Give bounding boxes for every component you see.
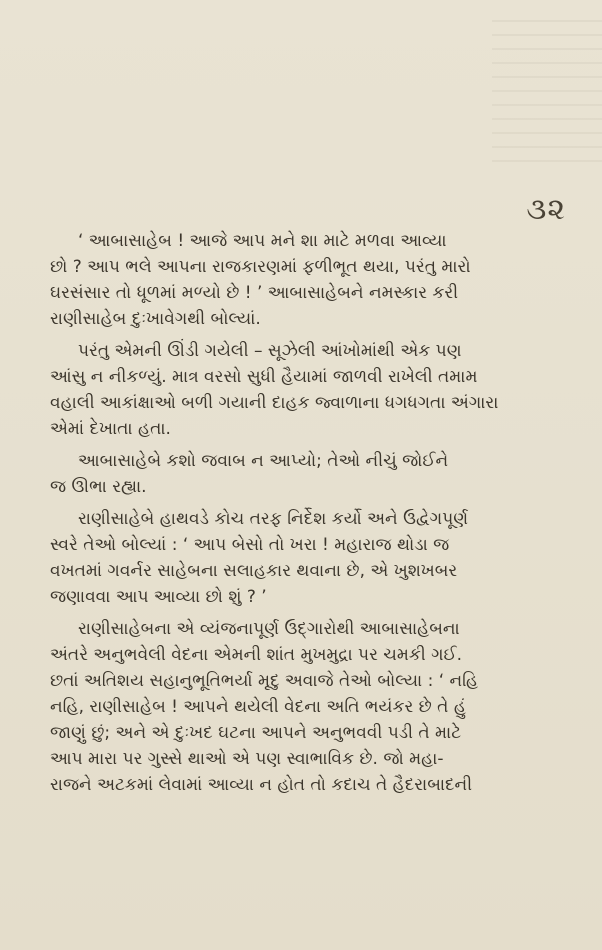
text-line: રાણીસાહેબ દુઃખાવેગથી બોલ્યાં. [50, 309, 261, 329]
text-line: નહિ, રાણીસાહેબ ! આપને થયેલી વેદના અતિ ભયંકર છે તે હું [50, 697, 466, 717]
text-line: આપ મારા પર ગુસ્સે થાઓ એ પણ સ્વાભાવિક છે. જો મહા- [50, 749, 444, 769]
chapter-number: ૩૨ [526, 192, 566, 227]
text-line: જણાવવા આપ આવ્યા છો શું ? ’ [50, 587, 267, 607]
text-line: વખતમાં ગવર્નર સાહેબના સલાહકાર થવાના છે, એ ખુશખબર [50, 561, 458, 581]
paragraph-1 [50, 228, 555, 332]
paragraph-5 [50, 616, 555, 798]
text-line: રાણીસાહેબના એ વ્યંજનાપૂર્ણ ઉદ્ગારોથી આબાસાહેબના [78, 619, 460, 639]
paragraph-2 [50, 338, 555, 442]
text-line: છતાં અતિશય સહાનુભૂતિભર્યા મૃદુ અવાજે તેઓ બોલ્યા : ‘ નહિ [50, 671, 479, 691]
text-line: જાણું છું; અને એ દુઃખદ ઘટના આપને અનુભવવી પડી તે માટે [50, 723, 462, 743]
text-line: આંસુ ન નીકળ્યું. માત્ર વરસો સુધી હૈયામાં જાળવી રાખેલી તમામ [50, 367, 478, 387]
text-line: ‘ આબાસાહેબ ! આજે આપ મને શા માટે મળવા આવ્યા [78, 231, 447, 251]
text-line: આબાસાહેબે કશો જવાબ ન આપ્યો; તેઓ નીચું જોઈને [78, 451, 449, 471]
text-line: છો ? આપ ભલે આપના રાજકારણમાં ફળીભૂત થયા, પરંતુ મારો [50, 257, 471, 277]
text-line: અંતરે અનુભવેલી વેદના એમની શાંત મુખમુદ્રા પર ચમકી ગઈ. [50, 645, 463, 665]
text-line: સ્વરે તેઓ બોલ્યાં : ‘ આપ બેસો તો ખરા ! મહારાજ થોડા જ [50, 535, 450, 555]
text-line: એમાં દેખાતા હતા. [50, 419, 171, 439]
paragraph-4 [50, 506, 555, 610]
text-line: રાજને અટકમાં લેવામાં આવ્યા ન હોત તો કદાચ તે હૈદરાબાદની [50, 775, 473, 795]
body-text [50, 228, 555, 804]
text-line: જ ઊભા રહ્યા. [50, 477, 147, 497]
show-through-texture [492, 20, 602, 170]
text-line: ઘરસંસાર તો ધૂળમાં મળ્યો છે ! ’ આબાસાહેબને નમસ્કાર કરી [50, 283, 459, 303]
text-line: પરંતુ એમની ઊંડી ગયેલી – સૂઝેલી આંખોમાંથી એક પણ [78, 341, 462, 361]
text-line: રાણીસાહેબે હાથવડે કોચ તરફ નિર્દેશ કર્યો અને ઉદ્વેગપૂર્ણ [78, 509, 469, 529]
text-line: વહાલી આકાંક્ષાઓ બળી ગયાની દાહક જ્વાળાના ધગધગતા અંગારા [50, 393, 499, 413]
paragraph-3 [50, 448, 555, 500]
